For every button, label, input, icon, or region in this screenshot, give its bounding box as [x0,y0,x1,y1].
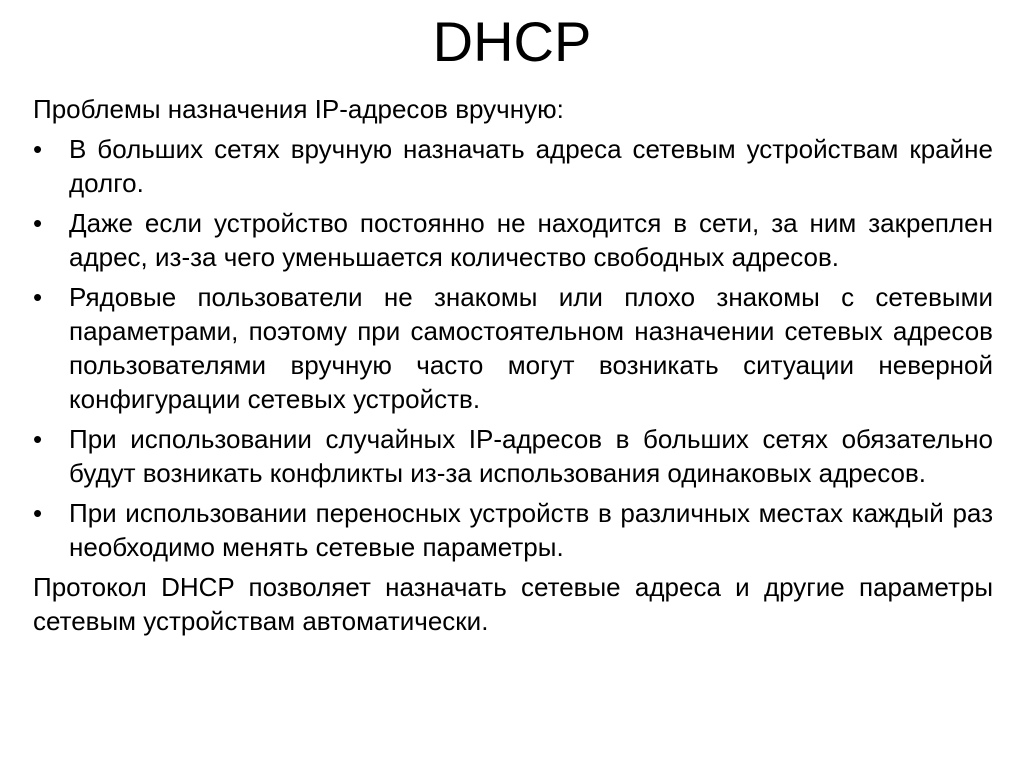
bullet-text: Рядовые пользователи не знакомы или плохо знакомы с сетевыми параметрами, поэтому при самостоятельном назначении сетевых адресов пользователями вручную часто могут возникать ситуации неверной конфигурации сетевых устройств. [69,282,993,414]
bullet-text: В больших сетях вручную назначать адреса сетевым устройствам крайне долго. [69,134,993,198]
bullet-item [33,132,993,200]
slide-title: DHCP [432,10,592,73]
intro-text: Проблемы назначения IP-адресов вручную: [33,94,564,124]
bullet-marker: • [33,424,43,454]
bullet-item [33,422,993,490]
bullet-text: При использовании переносных устройств в различных местах каждый раз необходимо менять сетевые параметры. [69,498,993,562]
slide-content [33,92,993,638]
bullet-text: Даже если устройство постоянно не находится в сети, за ним закреплен адрес, из-за чего уменьшается количество свободных адресов. [69,208,993,272]
bullet-marker: • [33,282,43,312]
bullet-marker: • [33,208,43,238]
bullet-list [33,132,993,564]
bullet-text: При использовании случайных IP-адресов в больших сетях обязательно будут возникать конфликты из-за использования одинаковых адресов. [69,424,993,488]
bullet-marker: • [33,498,43,528]
bullet-item [33,206,993,274]
bullet-item [33,280,993,416]
conclusion-text: Протокол DHCP позволяет назначать сетевые адреса и другие параметры сетевым устройствам автоматически. [33,572,993,636]
bullet-marker: • [33,134,43,164]
bullet-item [33,496,993,564]
